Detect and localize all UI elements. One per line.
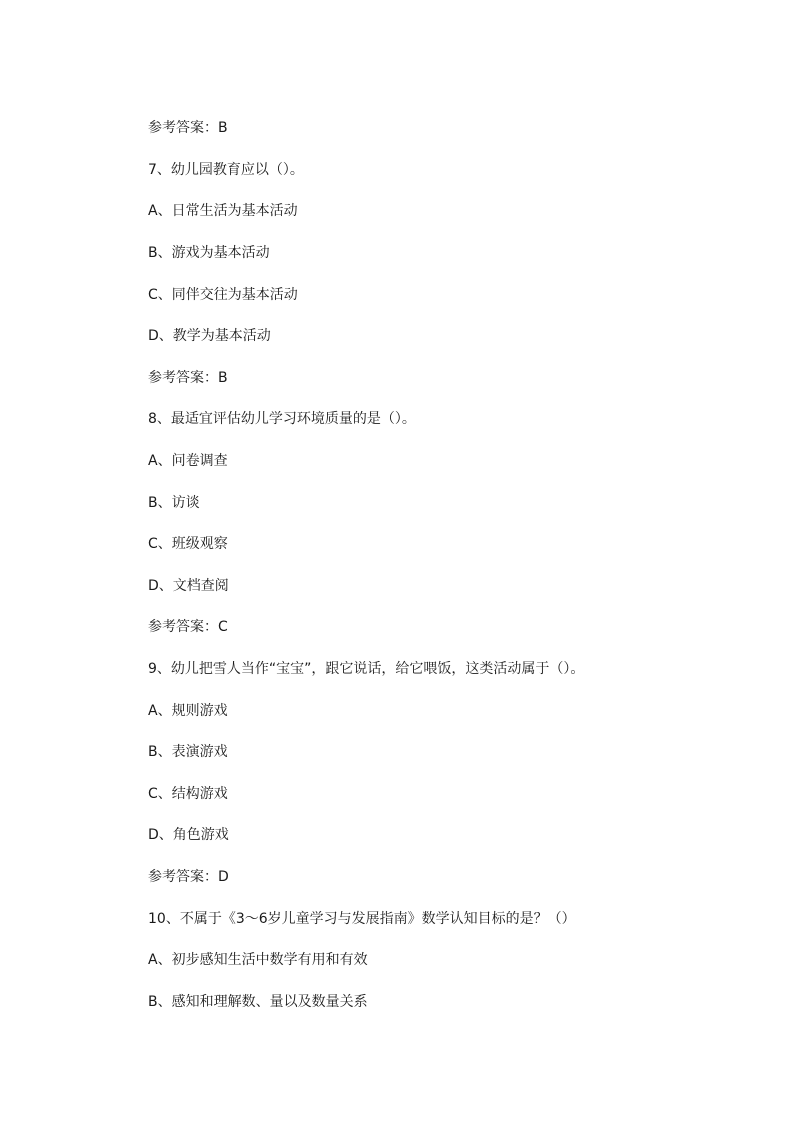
answer-key: 参考答案：B <box>148 120 228 136</box>
q8-option-b: B、访谈 <box>148 495 200 511</box>
question-10: 10、不属于《3～6岁儿童学习与发展指南》数学认知目标的是？（） <box>148 911 576 927</box>
q7-option-a: A、日常生活为基本活动 <box>148 203 298 219</box>
answer-key: 参考答案：C <box>148 619 228 635</box>
q9-option-d: D、角色游戏 <box>148 827 229 843</box>
q7-option-b: B、游戏为基本活动 <box>148 245 270 261</box>
answer-key: 参考答案：B <box>148 370 228 386</box>
answer-key: 参考答案：D <box>148 869 229 885</box>
q8-option-d: D、文档查阅 <box>148 578 229 594</box>
q8-option-c: C、班级观察 <box>148 536 228 552</box>
q9-option-c: C、结构游戏 <box>148 786 228 802</box>
question-7: 7、幼儿园教育应以（）。 <box>148 162 304 178</box>
q9-option-b: B、表演游戏 <box>148 744 228 760</box>
question-9: 9、幼儿把雪人当作“宝宝”，跟它说话，给它喂饭，这类活动属于（）。 <box>148 661 585 677</box>
q7-option-c: C、同伴交往为基本活动 <box>148 287 298 303</box>
q10-option-b: B、感知和理解数、量以及数量关系 <box>148 994 368 1010</box>
q10-option-a: A、初步感知生活中数学有用和有效 <box>148 952 368 968</box>
question-8: 8、最适宜评估幼儿学习环境质量的是（）。 <box>148 411 416 427</box>
q7-option-d: D、教学为基本活动 <box>148 328 271 344</box>
q9-option-a: A、规则游戏 <box>148 703 228 719</box>
q8-option-a: A、问卷调查 <box>148 453 228 469</box>
